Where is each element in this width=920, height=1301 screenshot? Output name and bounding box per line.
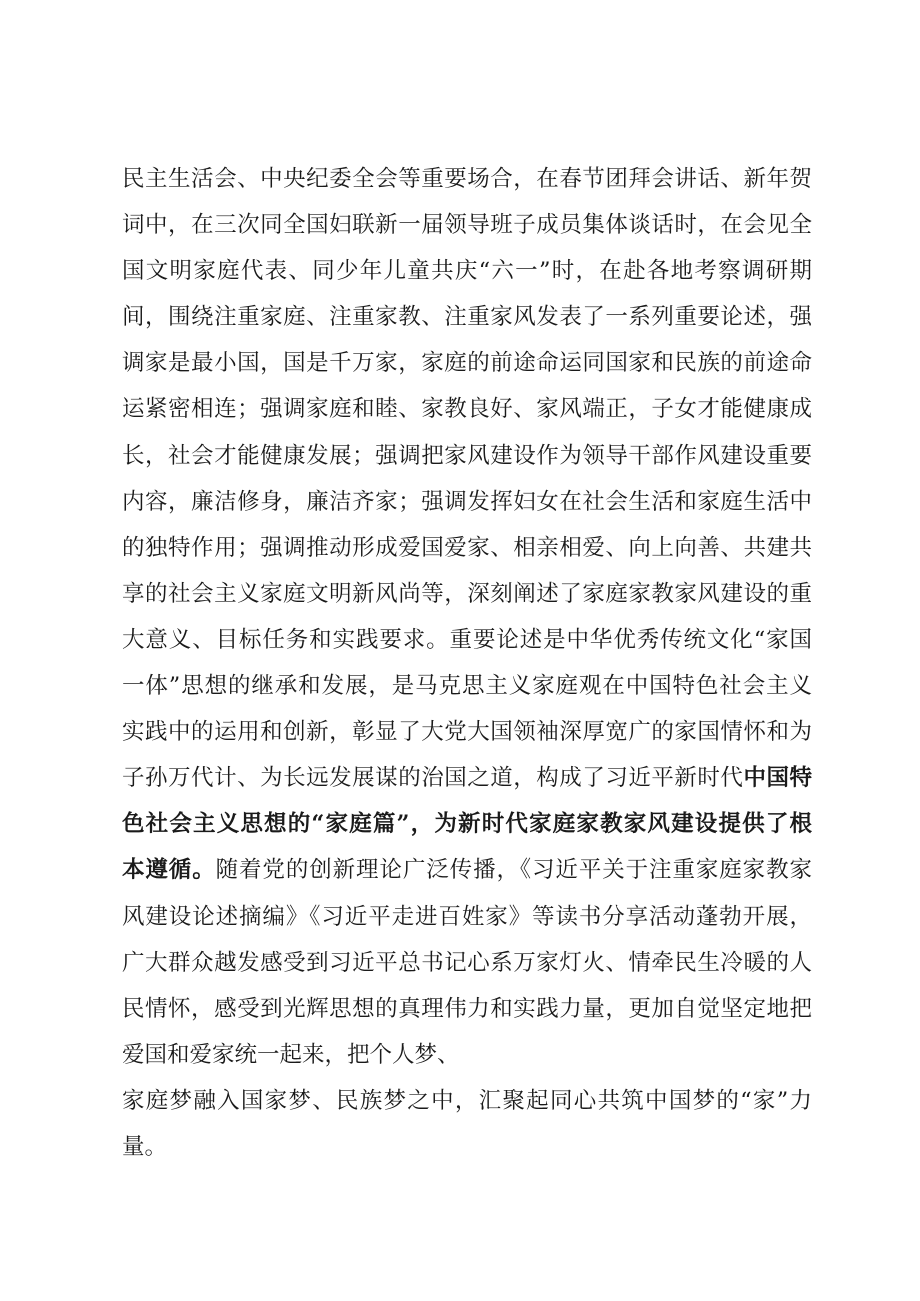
text-segment: 民主生活会、中央纪委全会等重要场合，在春节团拜会讲话、新年贺: [122, 166, 812, 192]
text-line: [122, 663, 812, 709]
text-segment: 子孙万代计、为长远发展谋的治国之道，构成了习近平新时代: [122, 765, 744, 792]
text-line: [122, 340, 812, 386]
text-line: [122, 894, 812, 940]
text-segment: 的独特作用；强调推动形成爱国爱家、相亲相爱、向上向善、共建共: [122, 534, 812, 561]
text-line: [122, 1078, 812, 1124]
text-segment: 广大群众越发感受到习近平总书记心系万家灯火、情牵民生冷暖的人: [122, 949, 812, 976]
text-line: [122, 801, 812, 847]
text-line: [122, 433, 812, 479]
text-segment: 间，围绕注重家庭、注重家教、注重家风发表了一系列重要论述，强: [122, 304, 812, 331]
text-line: [122, 571, 812, 617]
text-segment: 运紧密相连；强调家庭和睦、家教良好、家风端正，子女才能健康成: [122, 396, 812, 423]
text-line: [122, 525, 812, 571]
text-line: [122, 1124, 812, 1170]
text-segment: 大意义、目标任务和实践要求。重要论述是中华优秀传统文化“家国: [122, 626, 812, 653]
body-text: [122, 156, 812, 1170]
text-line: [122, 940, 812, 986]
text-line: [122, 479, 812, 525]
text-segment: 风建设论述摘编》《习近平走进百姓家》等读书分享活动蓬勃开展，: [122, 903, 812, 930]
text-line: [122, 248, 812, 294]
text-line: [122, 755, 812, 801]
text-segment: 享的社会主义家庭文明新风尚等，深刻阐述了家庭家教家风建设的重: [122, 580, 812, 607]
bold-text-segment: 本遵循。: [122, 857, 216, 884]
bold-text-segment: 色社会主义思想的“家庭篇”，为新时代家庭家教家风建设提供了根: [122, 811, 812, 838]
text-line: [122, 202, 812, 248]
text-line: [122, 1032, 812, 1078]
text-segment: 爱国和爱家统一起来，把个人梦、: [122, 1041, 460, 1068]
text-segment: 民情怀，感受到光辉思想的真理伟力和实践力量，更加自觉坚定地把: [122, 995, 812, 1022]
text-line: [122, 294, 812, 340]
text-line: [122, 709, 812, 755]
text-segment: 家庭梦融入国家梦、民族梦之中，汇聚起同心共筑中国梦的“家”力: [122, 1087, 812, 1114]
text-segment: 调家是最小国，国是千万家，家庭的前途命运同国家和民族的前途命: [122, 350, 812, 377]
text-segment: 长，社会才能健康发展；强调把家风建设作为领导干部作风建设重要: [122, 442, 812, 469]
text-line: [122, 386, 812, 432]
text-segment: 实践中的运用和创新，彰显了大党大国领袖深厚宽广的家国情怀和为: [122, 719, 812, 746]
text-segment: 内容，廉洁修身，廉洁齐家；强调发挥妇女在社会生活和家庭生活中: [122, 488, 812, 515]
bold-text-segment: 中国特: [743, 765, 812, 792]
text-segment: 一体”思想的继承和发展，是马克思主义家庭观在中国特色社会主义: [122, 673, 812, 700]
text-line: [122, 156, 812, 202]
text-segment: 词中，在三次同全国妇联新一届领导班子成员集体谈话时，在会见全: [122, 212, 812, 239]
text-line: [122, 847, 812, 893]
text-line: [122, 617, 812, 663]
text-segment: 国文明家庭代表、同少年儿童共庆“六一”时，在赴各地考察调研期: [122, 258, 812, 285]
text-line: [122, 986, 812, 1032]
text-segment: 随着党的创新理论广泛传播，《习近平关于注重家庭家教家: [215, 857, 812, 884]
text-segment: 量。: [122, 1133, 168, 1160]
